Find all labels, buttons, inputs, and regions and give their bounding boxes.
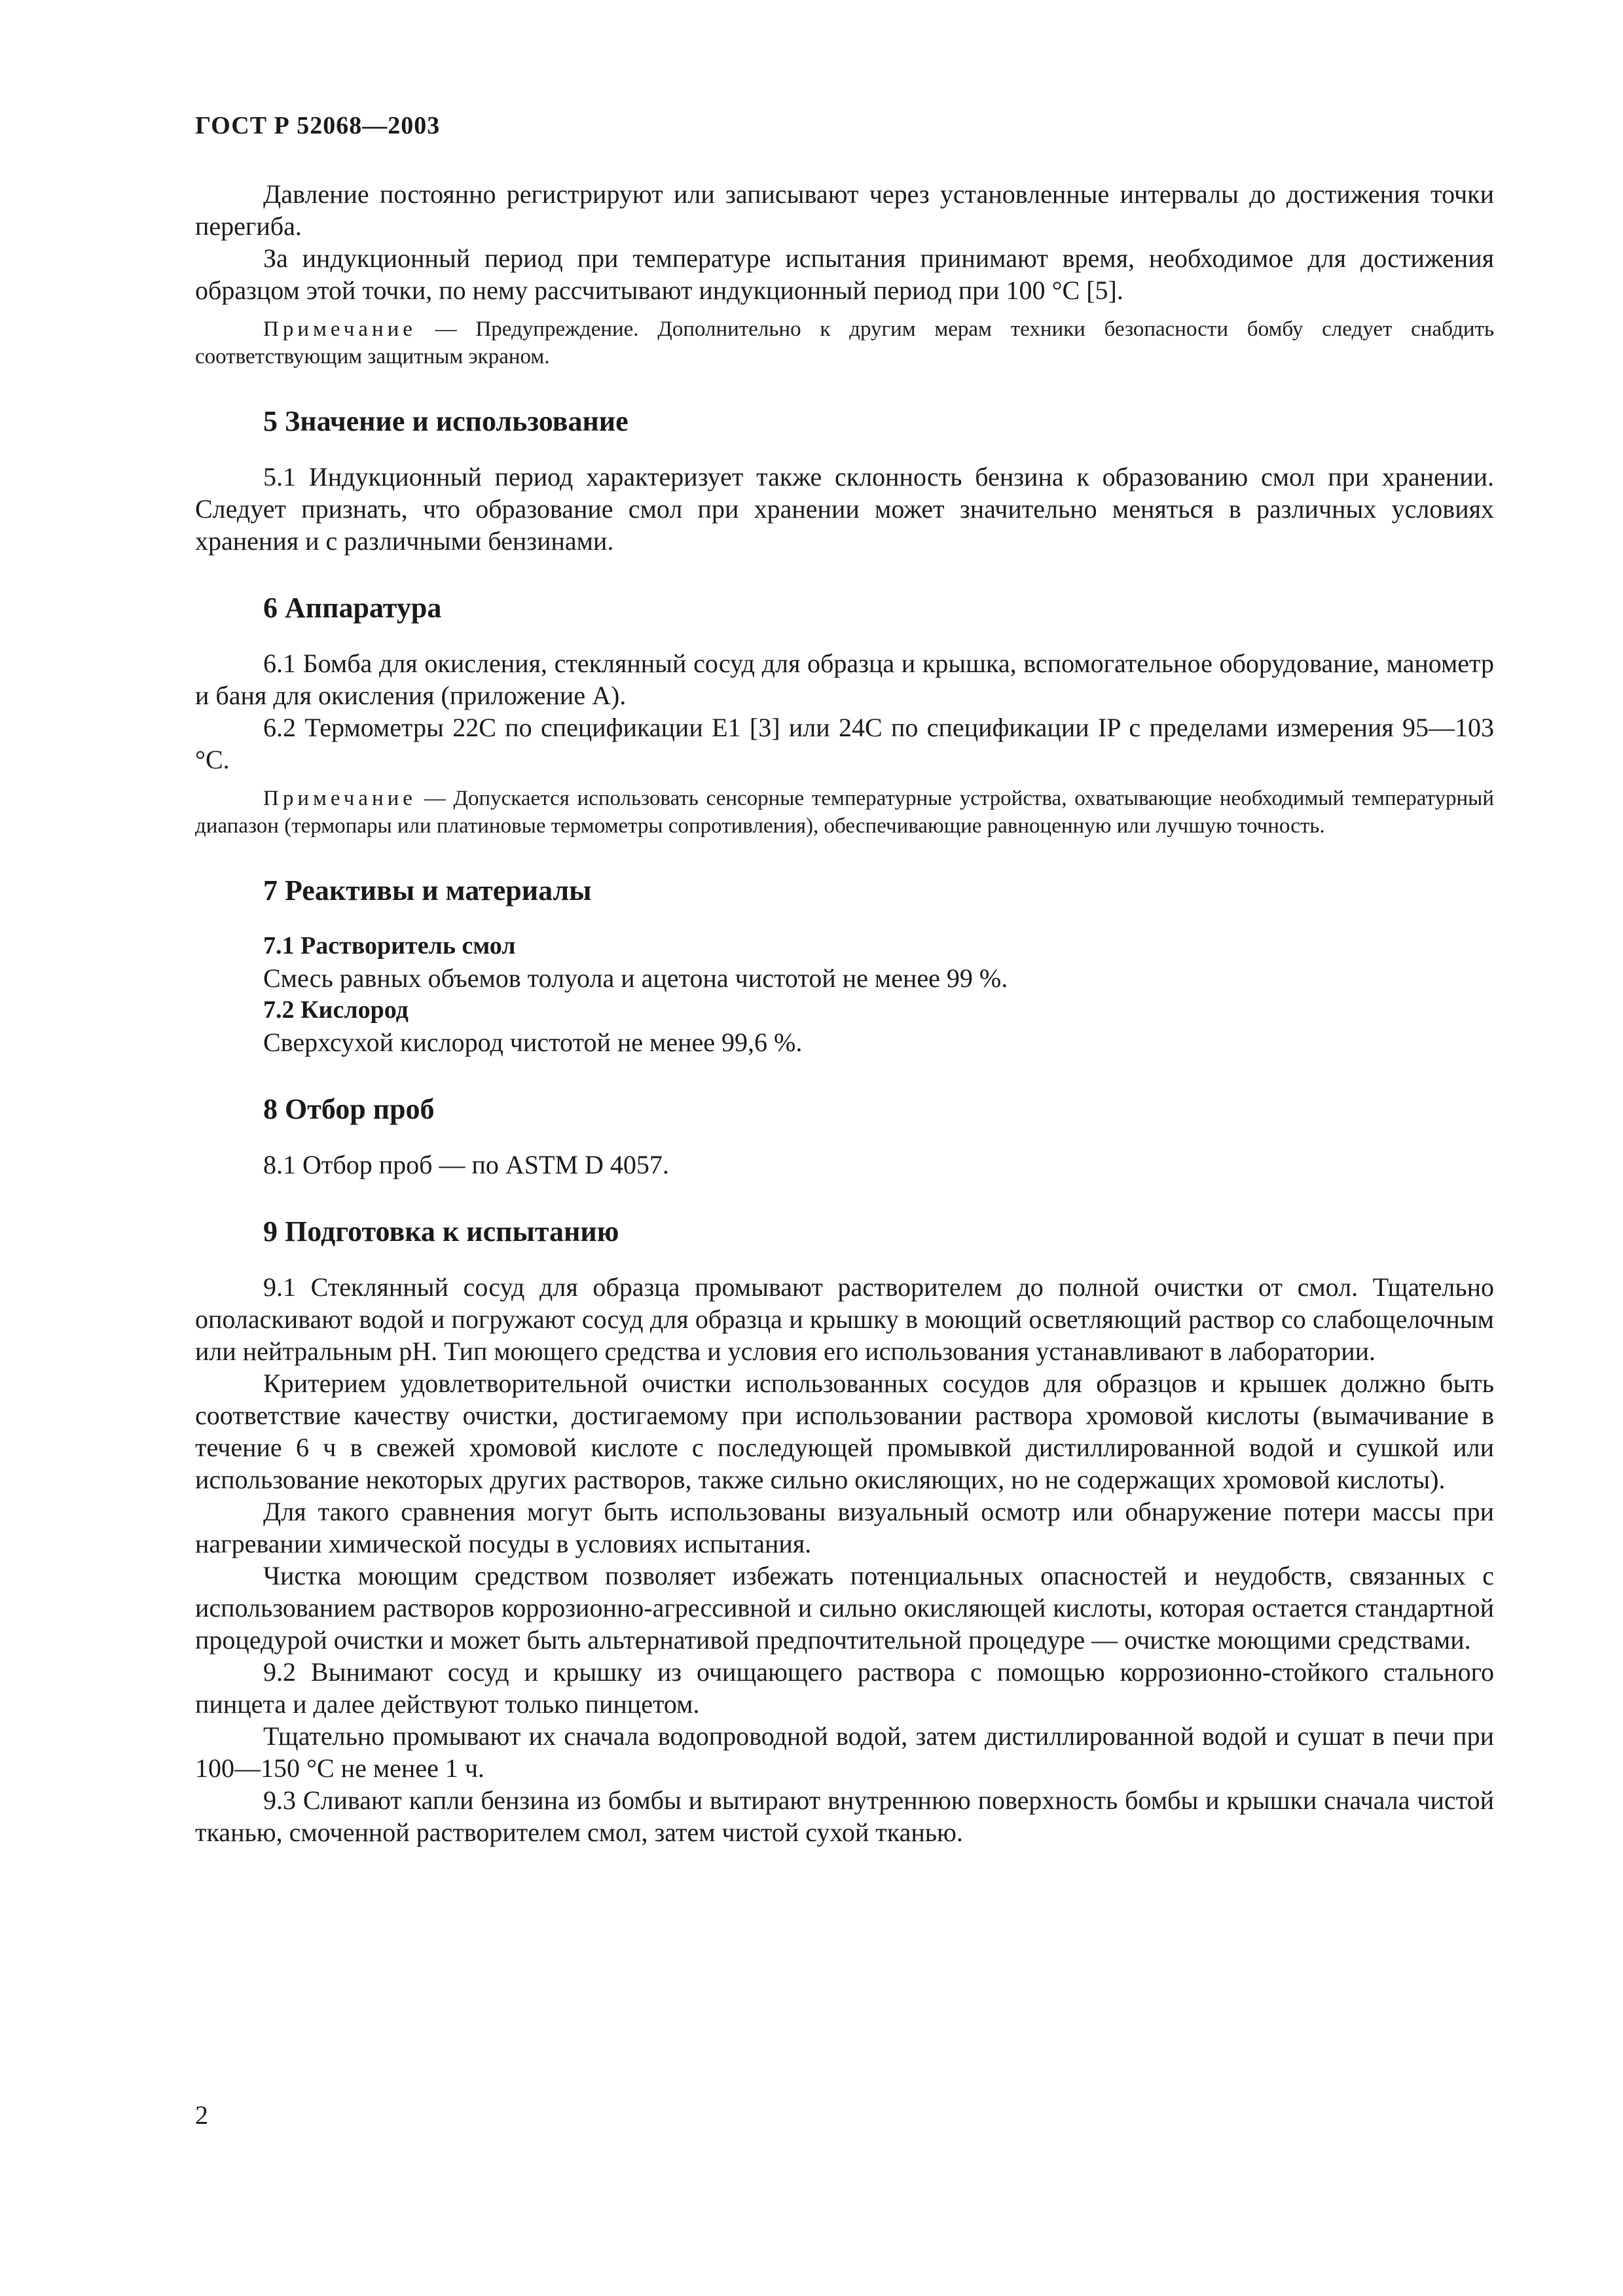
paragraph: Чистка моющим средством позволяет избежать потенциальных опасностей и неудобств, связанных с использованием растворов коррозионно-агрессивной и сильно окисляющей кислоты, которая остается стандартной процедурой очистки и может быть альтернативой предпочтительной процедуре — очистке моющими средствами. (195, 1561, 1494, 1655)
note-text: — Допускается использовать сенсорные температурные устройства, охватывающие необходимый температурный диапазон (термопары или платиновые термометры сопротивления), обеспечивающие равноценную или лучшую точность. (195, 787, 1494, 838)
paragraph: 6.1 Бомба для окисления, стеклянный сосуд для образца и крышка, вспомогательное оборудование, манометр и баня для окисления (приложение А). (195, 649, 1494, 710)
subsection-heading: 7.2 Кислород (263, 996, 409, 1024)
paragraph: 8.1 Отбор проб — по ASTM D 4057. (263, 1150, 669, 1179)
section-heading: 5 Значение и использование (263, 405, 629, 437)
section-heading: 9 Подготовка к испытанию (263, 1215, 619, 1247)
paragraph: Для такого сравнения могут быть использованы визуальный осмотр или обнаружение потери массы при нагревании химической посуды в условиях испытания. (195, 1497, 1494, 1558)
note-text: — Предупреждение. Дополнительно к другим мерам техники безопасности бомбу следует снабдить соответствующим защитным экраном. (195, 317, 1494, 368)
paragraph: 9.2 Вынимают сосуд и крышку из очищающего раствора с помощью коррозионно-стойкого стального пинцета и далее действуют только пинцетом. (195, 1657, 1494, 1719)
section-heading: 8 Отбор проб (263, 1093, 435, 1125)
note-label: Примечание (263, 317, 416, 341)
paragraph: Тщательно промывают их сначала водопроводной водой, затем дистиллированной водой и сушат в печи при 100—150 °С не менее 1 ч. (195, 1721, 1494, 1783)
paragraph: 9.1 Стеклянный сосуд для образца промывают растворителем до полной очистки от смол. Тщательно ополаскивают водой и погружают сосуд для образца и крышку в моющий осветляющий раствор со слабощелочным или нейтральным рН. Тип моющего средства и условия его использования устанавливают в лаборатории. (195, 1272, 1494, 1366)
paragraph: 5.1 Индукционный период характеризует также склонность бензина к образованию смол при хранении. Следует признать, что образование смол при хранении может значительно меняться в различных условиях хранения и с различными бензинами. (195, 462, 1494, 556)
paragraph: 6.2 Термометры 22С по спецификации Е1 [3] или 24С по спецификации IP с пределами измерения 95—103 °С. (195, 713, 1494, 774)
note-label: Примечание (263, 787, 416, 810)
paragraph: Смесь равных объемов толуола и ацетона чистотой не менее 99 %. (263, 963, 1008, 993)
subsection-heading: 7.1 Растворитель смол (263, 932, 516, 960)
paragraph: Давление постоянно регистрируют или записывают через установленные интервалы до достижения точки перегиба. (195, 179, 1494, 241)
paragraph: За индукционный период при температуре испытания принимают время, необходимое для достижения образцом этой точки, по нему рассчитывают индукционный период при 100 °С [5]. (195, 243, 1494, 305)
paragraph: 9.3 Сливают капли бензина из бомбы и вытирают внутреннюю поверхность бомбы и крышки сначала чистой тканью, смоченной растворителем смол, затем чистой сухой тканью. (195, 1785, 1494, 1847)
paragraph: Критерием удовлетворительной очистки использованных сосудов для образцов и крышек должно быть соответствие качеству очистки, достигаемому при использовании раствора хромовой кислоты (вымачивание в течение 6 ч в свежей хромовой кислоте с последующей промывкой дистиллированной водой и сушкой или использование некоторых других растворов, также сильно окисляющих, но не содержащих хромовой кислоты). (195, 1369, 1494, 1494)
page-number: 2 (195, 2100, 208, 2130)
note (195, 315, 1494, 370)
running-header: ГОСТ Р 52068—2003 (195, 112, 441, 139)
paragraph: Сверхсухой кислород чистотой не менее 99,6 %. (263, 1028, 803, 1057)
section-heading: 6 Аппаратура (263, 592, 442, 624)
document-page (195, 111, 1494, 1848)
note (195, 785, 1494, 840)
section-heading: 7 Реактивы и материалы (263, 874, 592, 906)
